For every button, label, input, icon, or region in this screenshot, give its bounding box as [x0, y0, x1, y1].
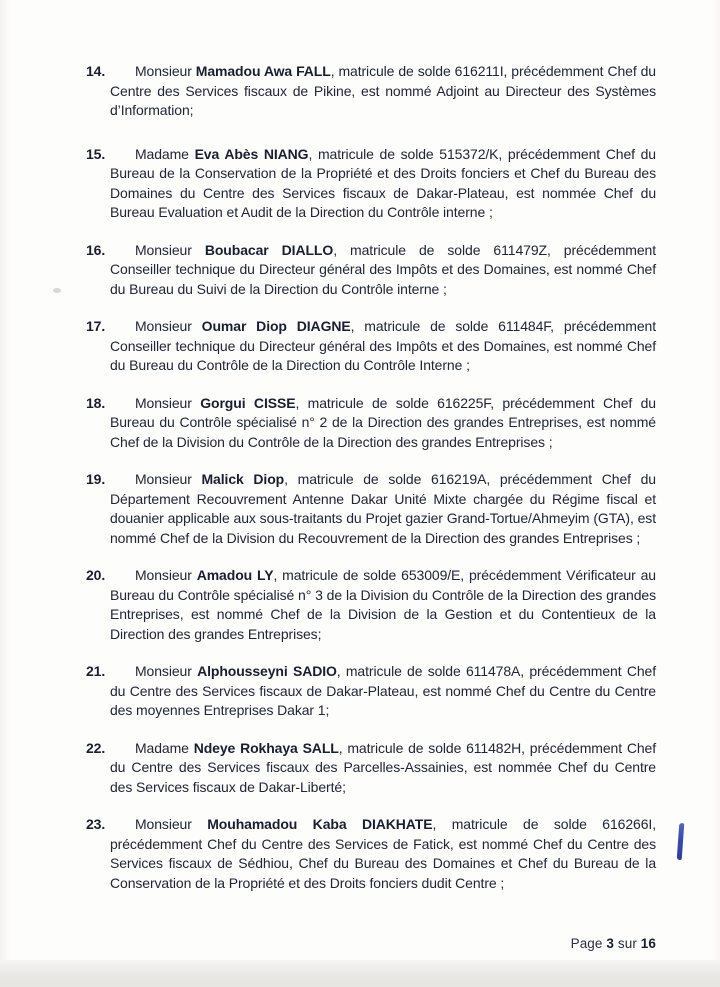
page-total: 16 — [640, 936, 656, 951]
item-body-text: , matricule de solde 616266I, précédemment Chef du Centre des Services de Fatick, est nommé Chef du Centre des Services fiscaux de Sédhiou, Chef du Bureau des Domaines et Chef du Bureau de la Conservation de la Propriété et des Droits fonciers dudit Centre ; — [110, 816, 656, 891]
item-person-name: Mouhamadou Kaba DIAKHATE — [207, 816, 433, 832]
item-body-text: , matricule de solde 515372/K, précédemment Chef du Bureau de la Conservation de la Propriété et des Droits fonciers et Chef du Bureau des Domaines du Centre des Services fiscaux de Dakar-Plateau, est nommée Chef du Bureau Evaluation et Audit de la Direction du Contrôle interne ; — [110, 145, 656, 220]
item-salutation: Monsieur — [135, 471, 202, 487]
list-item — [86, 815, 656, 893]
item-number: 18. — [86, 394, 106, 411]
list-item — [86, 470, 656, 548]
item-number: 22. — [86, 739, 106, 756]
item-salutation: Monsieur — [135, 567, 197, 583]
item-number: 17. — [86, 318, 106, 334]
item-salutation: Monsieur — [135, 394, 201, 411]
item-body-text: , matricule de solde 616211I, précédemment Chef du Centre des Services fiscaux de Pikine, est nommé Adjoint au Directeur des Systèmes d’Information; — [110, 63, 656, 118]
item-person-name: Ndeye Rokhaya SALL — [193, 739, 339, 756]
list-item — [86, 62, 656, 121]
page-footer — [571, 936, 656, 951]
item-person-name: Oumar Diop DIAGNE — [201, 318, 351, 334]
item-body-text: , matricule de solde 611479Z, précédemment Conseiller technique du Directeur général des Impôts et des Domaines, est nommé Chef du Bureau du Suivi de la Direction du Contrôle interne ; — [110, 241, 656, 297]
item-salutation: Monsieur — [135, 318, 202, 334]
list-item — [86, 566, 656, 644]
scan-speck — [53, 288, 61, 293]
item-person-name: Eva Abès NIANG — [194, 145, 309, 162]
list-item — [86, 394, 656, 453]
item-person-name: Malick Diop — [201, 471, 285, 487]
item-body-text: , matricule de solde 616225F, précédemment Chef du Bureau du Contrôle spécialisé n° 2 de la Direction des grandes Entreprises, est nommé Chef de la Division du Contrôle de la Direction des grandes Entreprises ; — [110, 394, 656, 450]
item-body-text: , matricule de solde 611484F, précédemment Conseiller technique du Directeur général des Impôts et des Domaines, est nommé Chef du Bureau du Contrôle de la Direction du Contrôle Interne ; — [110, 318, 657, 373]
item-number: 14. — [86, 63, 106, 79]
item-number: 23. — [86, 816, 106, 832]
item-number: 15. — [86, 145, 106, 162]
item-body-text: , matricule de solde 611482H, précédemment Chef du Centre des Services fiscaux des Parcelles-Assainies, est nommée Chef du Centre des Services fiscaux de Dakar-Liberté; — [110, 739, 656, 795]
item-body-text: , matricule de solde 653009/E, précédemment Vérificateur au Bureau du Contrôle spécialisé n° 3 de la Division du Contrôle de la Direction des grandes Entreprises, est nommé Chef de la Division de la Gestion et du Contentieux de la Direction des grandes Entreprises; — [110, 567, 656, 642]
item-person-name: Alphousseyni SADIO — [197, 663, 337, 679]
page-separator: sur — [617, 936, 637, 951]
item-salutation: Madame — [135, 739, 194, 756]
item-person-name: Amadou LY — [196, 567, 274, 583]
item-salutation: Monsieur — [135, 63, 196, 79]
item-person-name: Gorgui CISSE — [200, 394, 296, 411]
list-item — [86, 145, 656, 223]
list-item — [86, 241, 656, 300]
item-salutation: Madame — [135, 145, 195, 162]
item-body-text: , matricule de solde 616219A, précédemment Chef du Département Recouvrement Antenne Dakar Unité Mixte chargée du Régime fiscal et douanier applicable aux sous-traitants du Projet gazier Grand-Tortue/Ahmeyim (GTA), est nommé Chef de la Division du Recouvrement de la Direction des grandes Entreprises ; — [110, 471, 656, 546]
item-number: 16. — [86, 241, 106, 258]
page-label: Page — [570, 936, 603, 951]
list-item — [86, 662, 656, 721]
item-number: 19. — [86, 471, 106, 487]
list-item — [86, 739, 656, 798]
appointments-list — [0, 62, 720, 911]
item-number: 20. — [86, 567, 106, 583]
item-salutation: Monsieur — [135, 816, 208, 832]
item-number: 21. — [86, 663, 106, 679]
scan-edge-shadow — [0, 960, 720, 987]
page-number: 3 — [606, 936, 614, 951]
item-salutation: Monsieur — [135, 663, 198, 679]
item-body-text: , matricule de solde 611478A, précédemment Chef du Centre des Services fiscaux de Dakar-Plateau, est nommé Chef du Centre du Centre des moyennes Entreprises Dakar 1; — [110, 663, 656, 718]
list-item — [86, 317, 657, 376]
item-person-name: Boubacar DIALLO — [204, 241, 334, 258]
item-person-name: Mamadou Awa FALL — [195, 63, 331, 79]
item-salutation: Monsieur — [135, 241, 205, 258]
